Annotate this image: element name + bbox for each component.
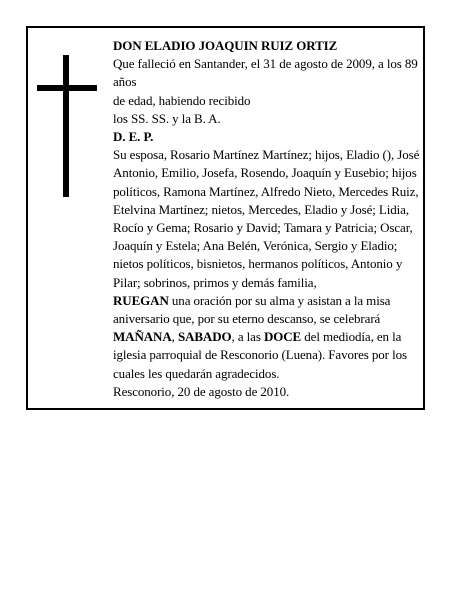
doce-word: DOCE: [263, 329, 302, 345]
dep-heading: D. E. P.: [113, 129, 154, 145]
request-separator: ,: [171, 329, 178, 345]
cross-vertical-bar: [63, 55, 69, 197]
place-date: Resconorio, 20 de agosto de 2010.: [113, 383, 290, 399]
sabado-word: SABADO: [177, 329, 232, 345]
cross-horizontal-bar: [37, 85, 97, 91]
obituary-text: [113, 37, 425, 401]
death-statement-line-1: Que falleció en Santander, el 31 de agosto de 2009, a los 89 años: [113, 56, 418, 90]
death-statement-line-2: de edad, habiendo recibido: [113, 92, 251, 108]
request-text-2: , a las: [231, 329, 264, 345]
ruegan-word: RUEGAN: [113, 292, 169, 308]
deceased-name: DON ELADIO JOAQUIN RUIZ ORTIZ: [113, 38, 338, 53]
request-text-1: una oración por su alma y asistan a la misa aniversario que, por su eterno descanso, se celebrará: [113, 292, 391, 327]
manana-word: MAÑANA: [113, 329, 172, 345]
cross-icon: [37, 55, 97, 197]
death-statement-line-3: los SS. SS. y la B. A.: [113, 110, 221, 126]
request-text-3: del mediodía, en la iglesia parroquial de Resconorio (Luena). Favores por los cuales les quedarán agradecidos.: [113, 329, 407, 381]
family-list: Su esposa, Rosario Martínez Martínez; hijos, Eladio (), José Antonio, Emilio, Josefa, Rosendo, Joaquín y Eusebio; hijos políticos, Ramona Martínez, Alfredo Nieto, Mercedes Ruiz, Etelvina Martínez; nietos, Mercedes, Eladio y José; Lidia, Rocío y Gema; Rosario y David; Tamara y Patricia; Oscar, Joaquín y Estela; Ana Belén, Verónica, Sergio y Eladio; nietos políticos, bisnietos, hermanos políticos, Antonio y Pilar; sobrinos, primos y demás familia,: [113, 147, 420, 290]
request-paragraph: [113, 292, 425, 383]
